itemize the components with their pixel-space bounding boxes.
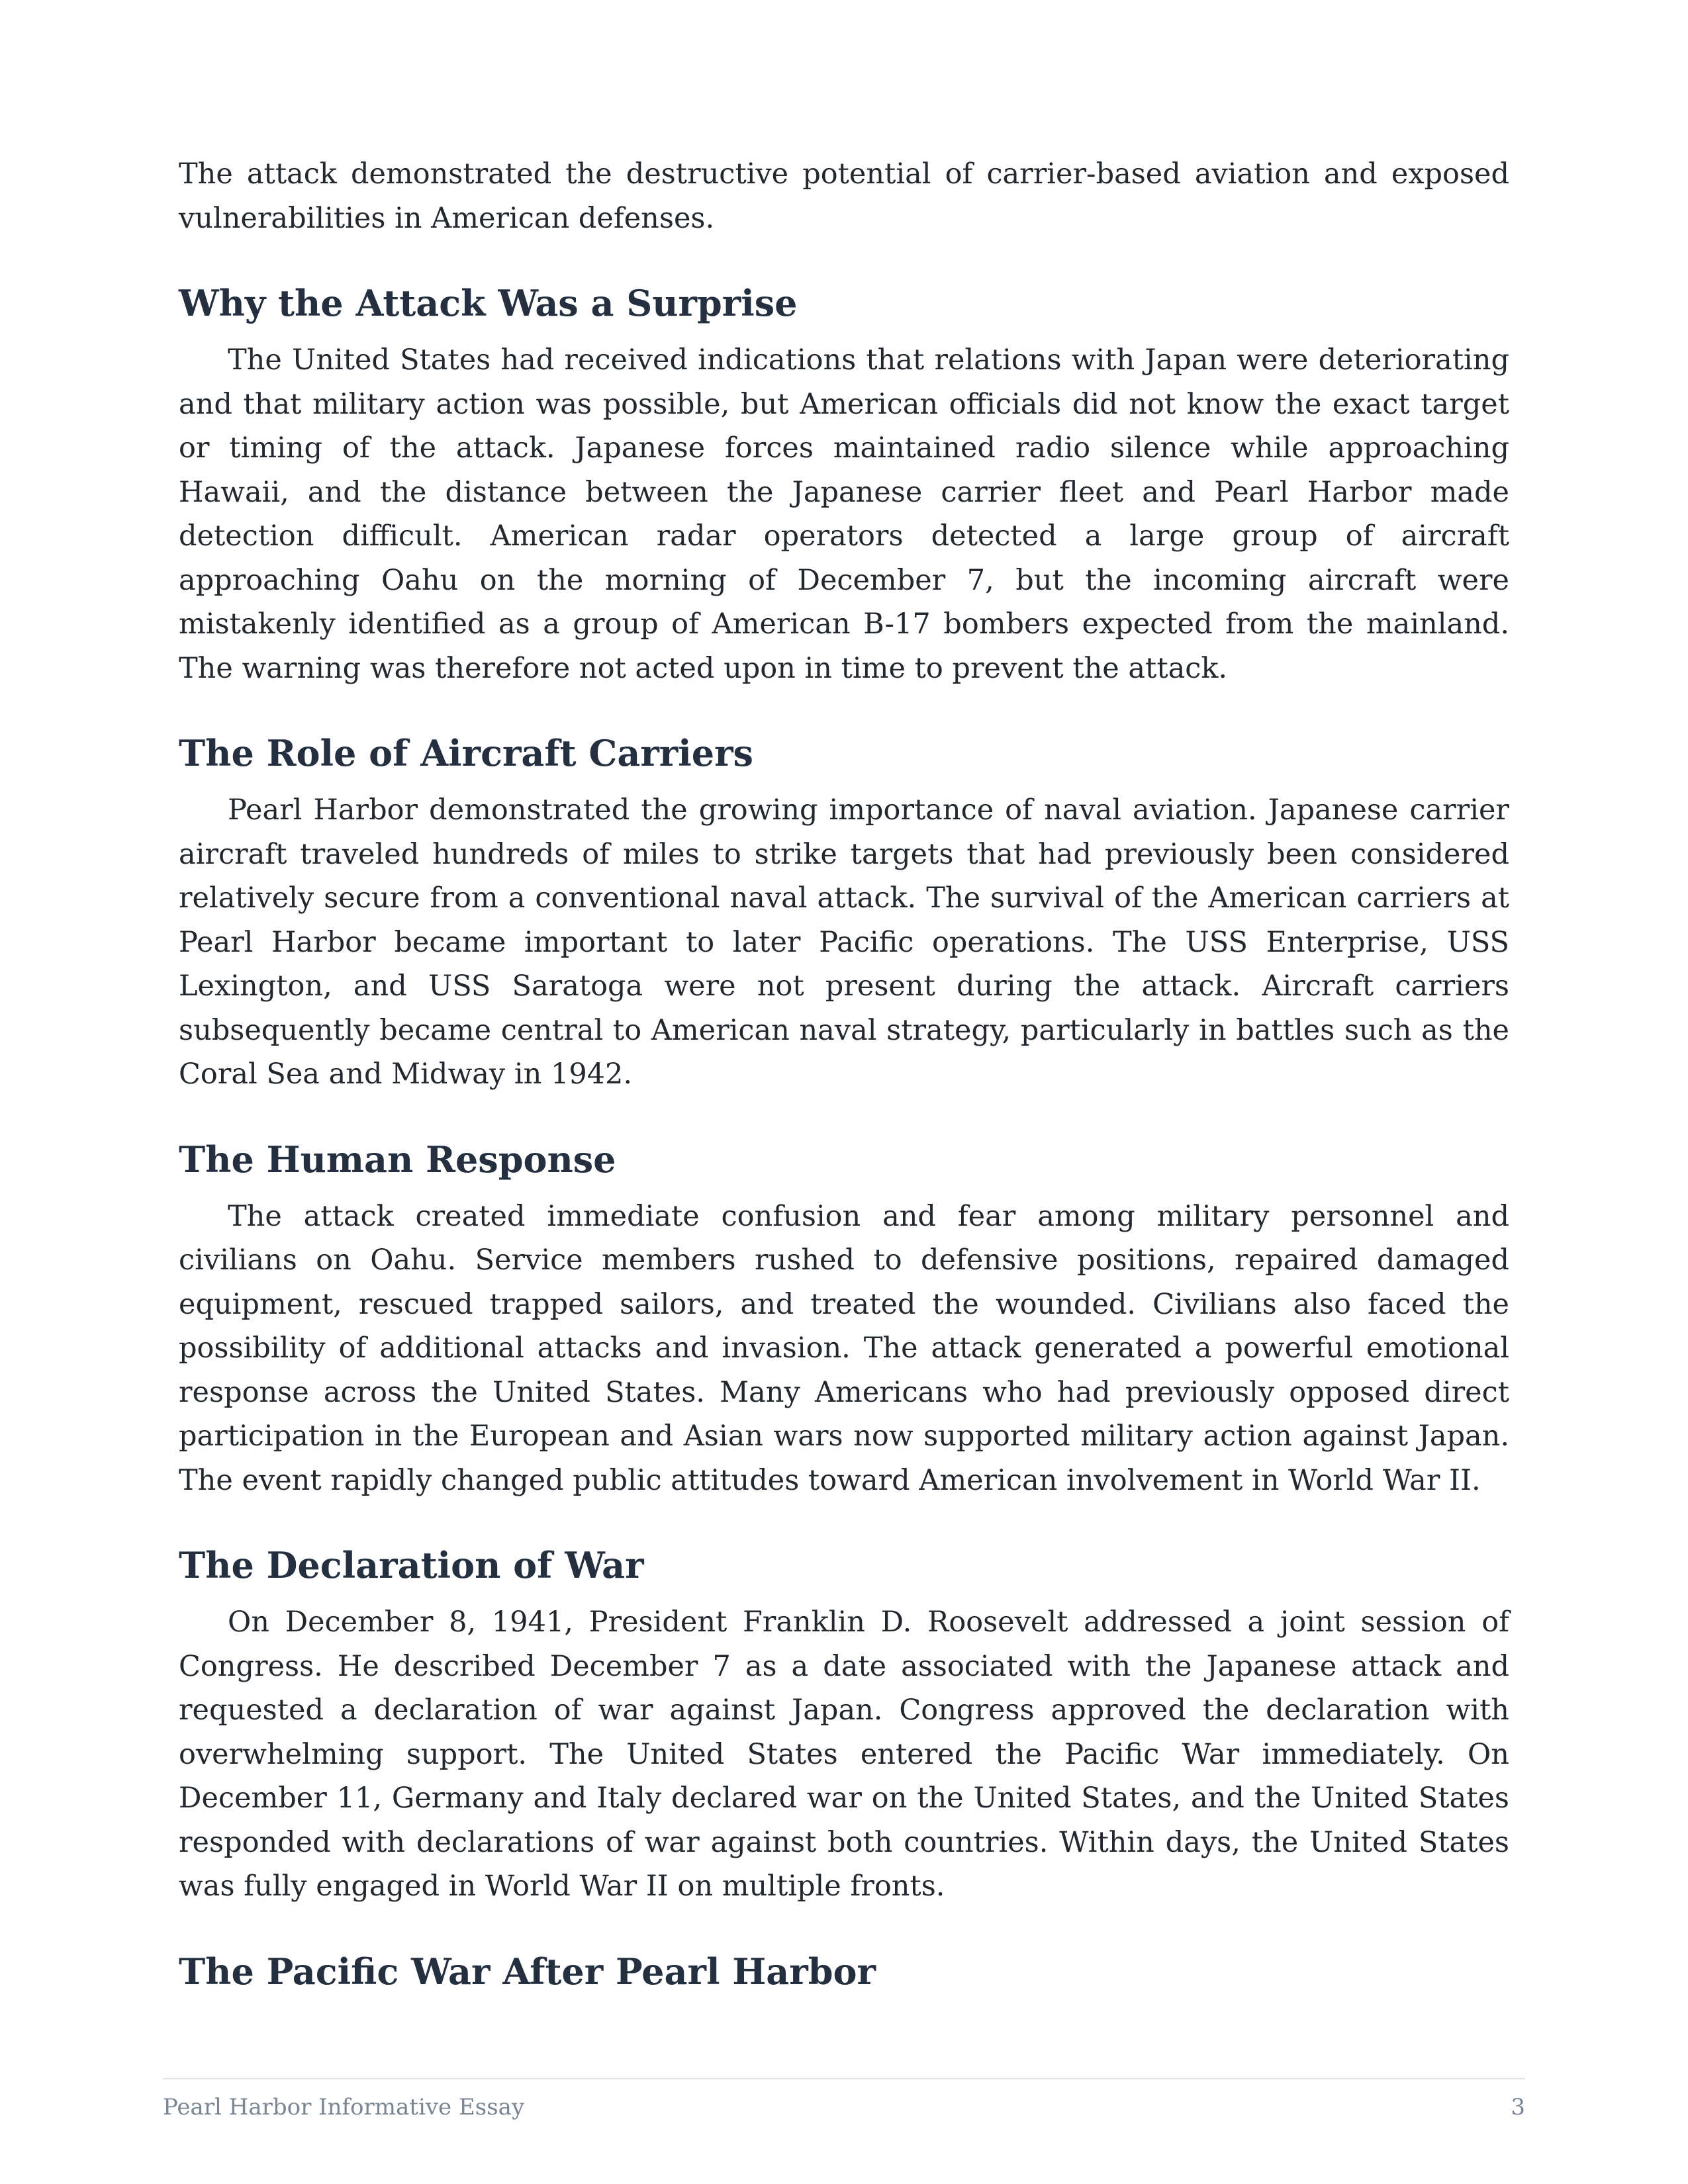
section-paragraph-declaration-of-war: On December 8, 1941, President Franklin D. Roosevelt addressed a joint session of Congress. He described December 7 as a date associated with the Japanese attack and requested a declaration of war against Japan. Congress approved the declaration with overwhelming support. The United States entered the Pacific War immediately. On December 11, Germany and Italy declared war on the United States, and the United States responded with declarations of war against both countries. Within days, the United States was fully engaged in World War II on multiple fronts. bbox=[179, 1606, 1509, 1903]
section-paragraph-aircraft-carriers: Pearl Harbor demonstrated the growing importance of naval aviation. Japanese carrier aircraft traveled hundreds of miles to strike targets that had previously been considered relatively secure from a conventional naval attack. The survival of the American carriers at Pearl Harbor became important to later Pacific operations. The USS Enterprise, USS Lexington, and USS Saratoga were not present during the attack. Aircraft carriers subsequently became central to American naval strategy, particularly in battles such as the Coral Sea and Midway in 1942. bbox=[179, 794, 1509, 1091]
footer-document-title: Pearl Harbor Informative Essay bbox=[163, 2094, 525, 2120]
intro-paragraph: The attack demonstrated the destructive potential of carrier-based aviation and exposed vulnerabilities in American defenses. bbox=[179, 158, 1509, 235]
section-heading-aircraft-carriers: The Role of Aircraft Carriers bbox=[179, 732, 753, 774]
section-heading-pacific-war: The Pacific War After Pearl Harbor bbox=[179, 1950, 876, 1993]
document-page bbox=[179, 152, 1509, 2007]
section-paragraph-surprise: The United States had received indications that relations with Japan were deteriorating and that military action was possible, but American officials did not know the exact target or timing of the attack. Japanese forces maintained radio silence while approaching Hawaii, and the distance between the Japanese carrier fleet and Pearl Harbor made detection difficult. American radar operators detected a large group of aircraft approaching Oahu on the morning of December 7, but the incoming aircraft were mistakenly identified as a group of American B-17 bombers expected from the mainland. The warning was therefore not acted upon in time to prevent the attack. bbox=[179, 343, 1509, 685]
section-heading-declaration-of-war: The Declaration of War bbox=[179, 1544, 644, 1586]
page-footer bbox=[163, 2078, 1525, 2120]
footer-page-number: 3 bbox=[1511, 2094, 1525, 2120]
section-paragraph-human-response: The attack created immediate confusion and fear among military personnel and civilians on Oahu. Service members rushed to defensive positions, repaired damaged equipment, rescued trapped sailors, and treated the wounded. Civilians also faced the possibility of additional attacks and invasion. The attack generated a powerful emotional response across the United States. Many Americans who had previously opposed direct participation in the European and Asian wars now supported military action against Japan. The event rapidly changed public attitudes toward American involvement in World War II. bbox=[179, 1199, 1509, 1497]
section-heading-human-response: The Human Response bbox=[179, 1138, 616, 1181]
section-heading-surprise: Why the Attack Was a Surprise bbox=[179, 282, 798, 324]
